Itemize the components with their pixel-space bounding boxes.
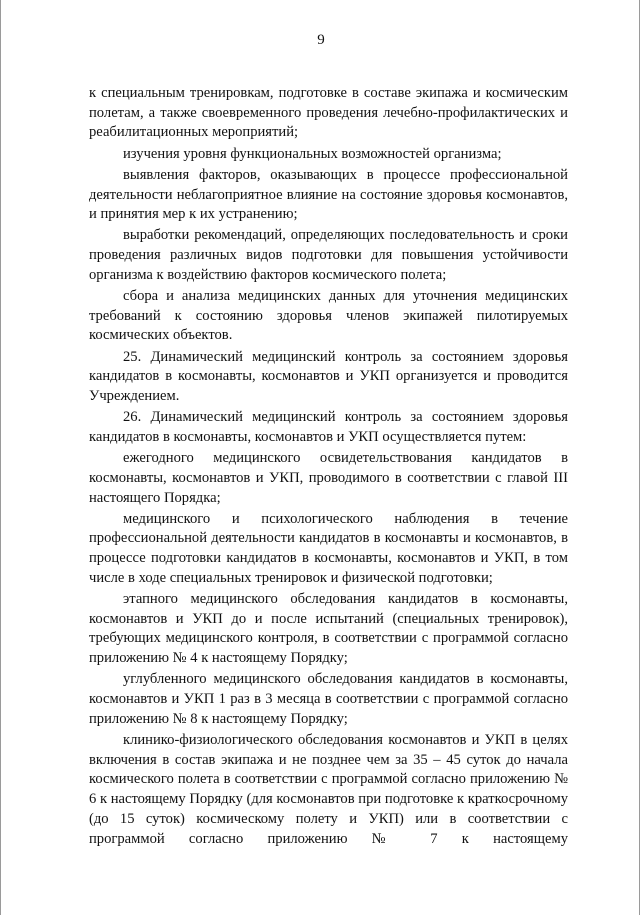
paragraph-5: сбора и анализа медицинских данных для уточнения медицинских требований к состоянию здоровья членов экипажей пилотируемых космических объектов. [89,288,568,344]
paragraph-2: изучения уровня функциональных возможностей организма; [123,145,502,162]
paragraph-4: выработки рекомендаций, определяющих последовательность и сроки проведения различных видов подготовки для повышения устойчивости организма к воздействию факторов космического полета; [89,227,568,283]
paragraph-1: к специальным тренировкам, подготовке в составе экипажа и космическим полетам, а также своевременного проведения лечебно-профилактических и реабилитационных мероприятий; [89,85,568,141]
paragraph-7: 26. Динамический медицинский контроль за состоянием здоровья кандидатов в космонавты, космонавтов и УКП осуществляется путем: [89,409,568,445]
paragraph-10: этапного медицинского обследования кандидатов в космонавты, космонавтов и УКП до и после испытаний (специальных тренировок), требующих медицинского контроля, в соответствии с программой согласно приложению № 4 к настоящему Порядку; [89,591,568,667]
paragraph-8: ежегодного медицинского освидетельствования кандидатов в космонавты, космонавтов и УКП, проводимого в соответствии с главой III настоящего Порядка; [89,450,568,506]
paragraph-9: медицинского и психологического наблюдения в течение профессиональной деятельности кандидатов в космонавты и космонавтов, в процессе подготовки кандидатов в космонавты, космонавтов и УКП, в том числе в ходе специальных тренировок и физической подготовки; [89,510,568,586]
paragraph-12: клинико-физиологического обследования космонавтов и УКП в целях включения в состав экипажа и не позднее чем за 35 – 45 суток до начала космического полета в соответствии с программой согласно приложению № 6 к настоящему Порядку (для космонавтов при подготовке к краткосрочному (до 15 суток) космическому полету и УКП) или в соответствии с программой согласно приложению № 7 к настоящему [89,732,568,847]
page-number: 9 [317,32,325,48]
paragraph-11: углубленного медицинского обследования кандидатов в космонавты, космонавтов и УКП 1 раз в 3 месяца в соответствии с программой согласно приложению № 8 к настоящему Порядку; [89,671,568,727]
paragraph-3: выявления факторов, оказывающих в процессе профессиональной деятельности неблагоприятное влияние на состояние здоровья космонавтов, и принятия мер к их устранению; [89,166,568,223]
paragraph-6: 25. Динамический медицинский контроль за состоянием здоровья кандидатов в космонавты, космонавтов и УКП организуется и проводится Учреждением. [89,348,568,405]
document-body [89,84,568,851]
